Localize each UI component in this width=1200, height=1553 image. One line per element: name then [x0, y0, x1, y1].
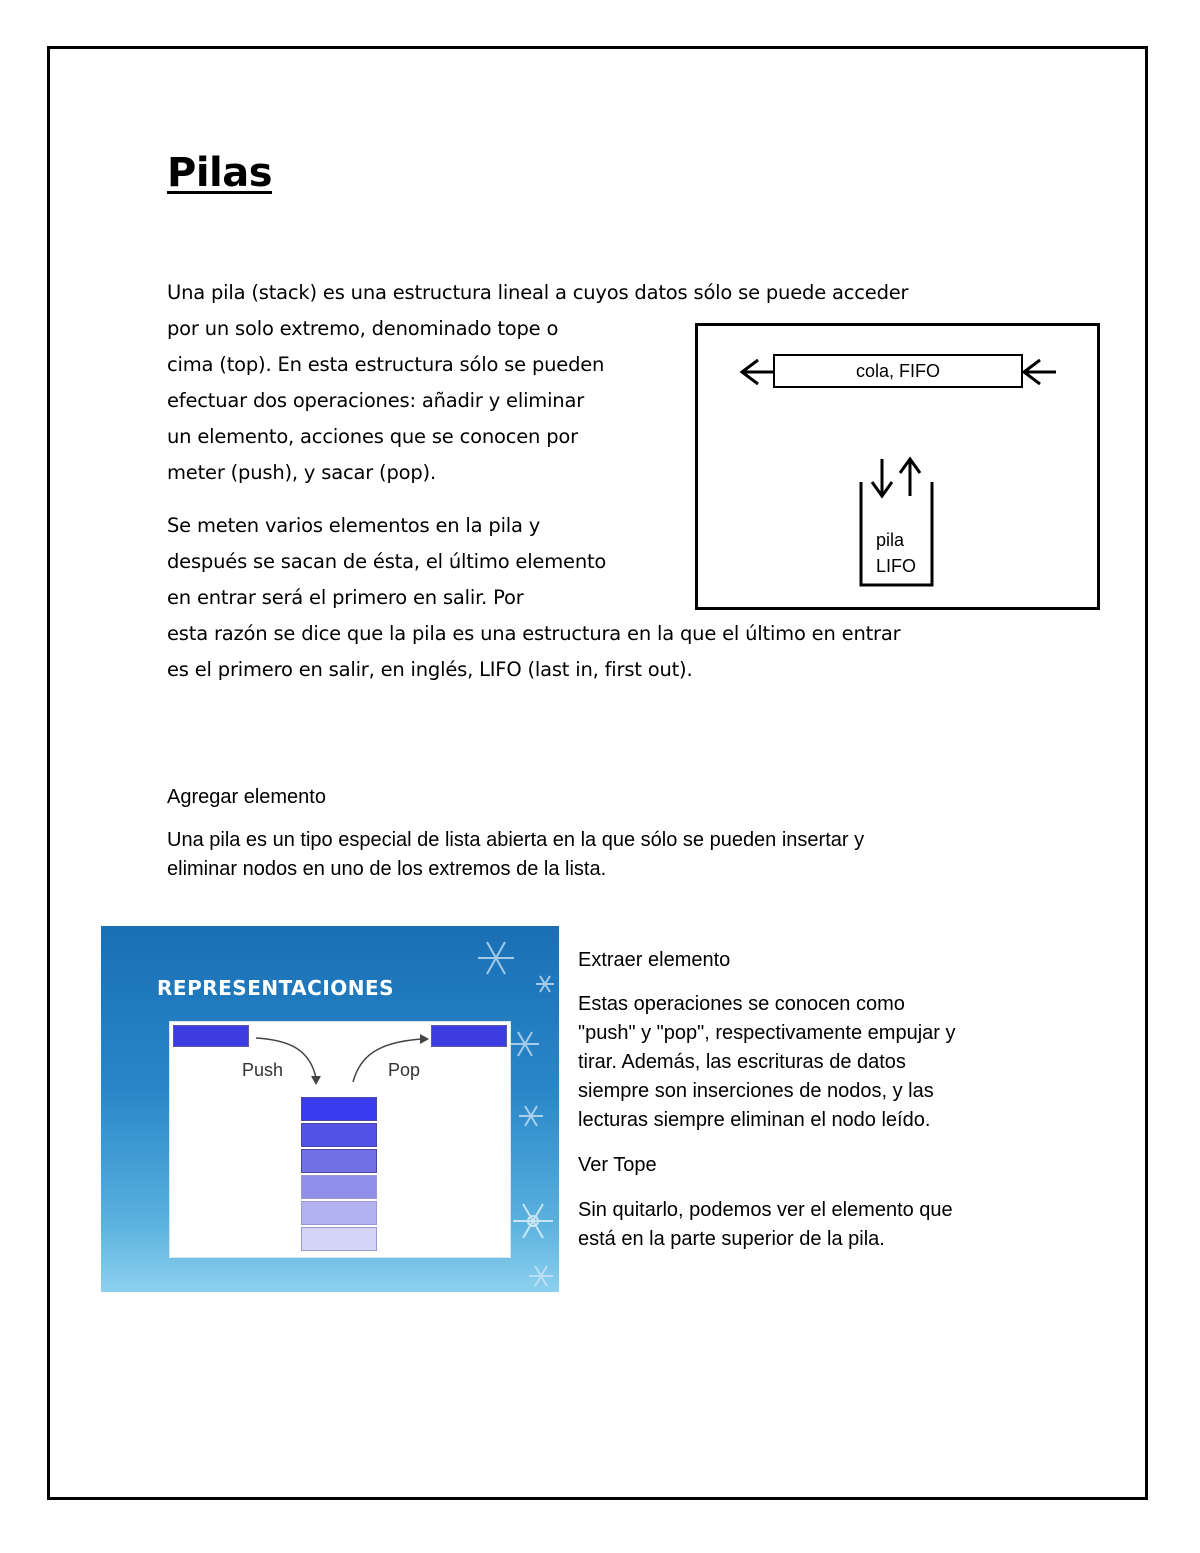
lifo-line: esta razón se dice que la pila es una estructura en la que el último en entrar — [167, 622, 901, 645]
add-line: eliminar nodos en uno de los extremos de la lista. — [167, 858, 607, 880]
stack-pop-arrow-icon — [900, 459, 920, 496]
representations-title: REPRESENTACIONES — [157, 976, 395, 1000]
queue-out-arrow-icon — [742, 360, 773, 384]
queue-label: cola, FIFO — [855, 360, 940, 381]
extract-line: tirar. Además, las escrituras de datos — [578, 1051, 906, 1073]
lifo-line: después se sacan de ésta, el último elemento — [167, 550, 607, 573]
intro-line: meter (push), y sacar (pop). — [167, 461, 436, 484]
push-label: Push — [242, 1060, 284, 1080]
lifo-line: Se meten varios elementos en la pila y — [167, 514, 541, 537]
stack-block — [301, 1175, 377, 1199]
queue-box — [773, 354, 1023, 388]
queue-in-arrow-icon — [1024, 360, 1056, 384]
representations-panel — [169, 1021, 511, 1258]
extract-heading: Extraer elemento — [578, 949, 731, 971]
stack-label: LIFO — [876, 556, 917, 576]
intro-line: un elemento, acciones que se conocen por — [167, 425, 578, 448]
top-line: está en la parte superior de la pila. — [578, 1228, 885, 1250]
stack-block — [301, 1123, 377, 1147]
extract-line: siempre son inserciones de nodos, y las — [578, 1080, 934, 1102]
intro-line: cima (top). En esta estructura sólo se pueden — [167, 353, 605, 376]
extract-line: Estas operaciones se conocen como — [578, 993, 905, 1015]
extract-line: "push" y "pop", respectivamente empujar y — [578, 1022, 956, 1044]
stack-label: pila — [876, 530, 905, 550]
add-line: Una pila es un tipo especial de lista abierta en la que sólo se pueden insertar y — [167, 829, 865, 851]
top-line: Sin quitarlo, podemos ver el elemento que — [578, 1199, 953, 1221]
representations-image — [101, 926, 559, 1292]
stack-block — [301, 1097, 377, 1121]
add-heading: Agregar elemento — [167, 786, 326, 808]
page-title: Pilas — [167, 150, 273, 196]
lifo-line: es el primero en salir, en inglés, LIFO (last in, first out). — [167, 658, 693, 681]
extract-line: lecturas siempre eliminan el nodo leído. — [578, 1109, 931, 1131]
stack-block — [301, 1149, 377, 1173]
intro-line: por un solo extremo, denominado tope o — [167, 317, 559, 340]
fifo-lifo-diagram — [695, 323, 1100, 610]
stack-block — [301, 1201, 377, 1225]
pop-label: Pop — [388, 1060, 421, 1080]
intro-line: efectuar dos operaciones: añadir y eliminar — [167, 389, 585, 412]
stack-block — [301, 1227, 377, 1251]
top-heading: Ver Tope — [578, 1154, 657, 1176]
lifo-line: en entrar será el primero en salir. Por — [167, 586, 524, 609]
intro-line: Una pila (stack) es una estructura lineal a cuyos datos sólo se puede acceder — [167, 281, 909, 304]
stack-push-arrow-icon — [872, 459, 892, 496]
